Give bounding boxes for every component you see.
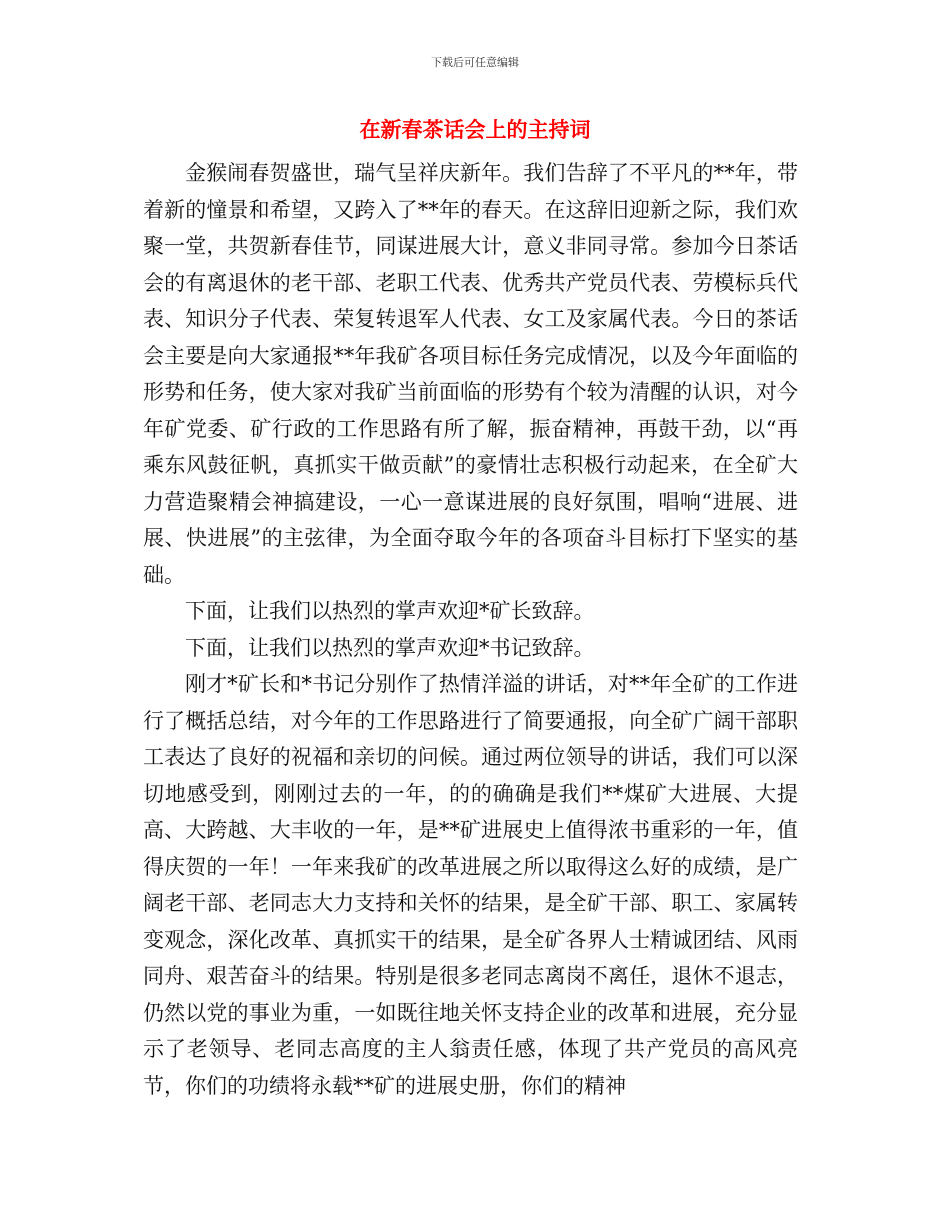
paragraph-opening: 金猴闹春贺盛世，瑞气呈祥庆新年。我们告辞了不平凡的**年，带着新的憧景和希望，又跨入了**年的春天。在这辞旧迎新之际，我们欢聚一堂，共贺新春佳节，同谋进展大计，意义非同寻常。参加今日茶话会的有离退休的老干部、老职工代表、优秀共产党员代表、劳模标兵代表、知识分子代表、荣复转退军人代表、女工及家属代表。今日的茶话会主要是向大家通报**年我矿各项目标任务完成情况，以及今年面临的形势和任务，使大家对我矿当前面临的形势有个较为清醒的认识，对今年矿党委、矿行政的工作思路有所了解，振奋精神，再鼓干劲，以“再乘东风鼓征帆，真抓实干做贡献”的豪情壮志积极行动起来，在全矿大力营造聚精会神搞建设，一心一意谋进展的良好氛围，唱响“进展、进展、快进展”的主弦律，为全面夺取今年的各项奋斗目标打下坚实的基础。 bbox=[143, 161, 798, 587]
paragraph-welcome-secretary: 下面，让我们以热烈的掌声欢迎*书记致辞。 bbox=[185, 635, 595, 660]
paragraph-welcome-mine-director: 下面，让我们以热烈的掌声欢迎*矿长致辞。 bbox=[185, 599, 595, 623]
document-body bbox=[143, 155, 798, 1104]
header-note: 下载后可任意编辑 bbox=[431, 56, 519, 69]
paragraph-summary: 刚才*矿长和*书记分别作了热情洋溢的讲话，对**年全矿的工作进行了概括总结，对今年的工作思路进行了简要通报，向全矿广阔干部职工表达了良好的祝福和亲切的问候。通过两位领导的讲话，我们可以深切地感受到，刚刚过去的一年，的的确确是我们**煤矿大进展、大提高、大跨越、大丰收的一年，是**矿进展史上值得浓书重彩的一年，值得庆贺的一年！一年来我矿的改革进展之所以取得这么好的成绩，是广阔老干部、老同志大力支持和关怀的结果，是全矿干部、职工、家属转变观念，深化改革、真抓实干的结果，是全矿各界人士精诚团结、风雨同舟、艰苦奋斗的结果。特别是很多老同志离岗不离任，退休不退志，仍然以党的事业为重，一如既往地关怀支持企业的改革和进展，充分显示了老领导、老同志高度的主人翁责任感，体现了共产党员的高风亮节，你们的功绩将永载**矿的进展史册，你们的精神 bbox=[143, 672, 798, 1098]
document-title: 在新春茶话会上的主持词 bbox=[359, 118, 591, 142]
